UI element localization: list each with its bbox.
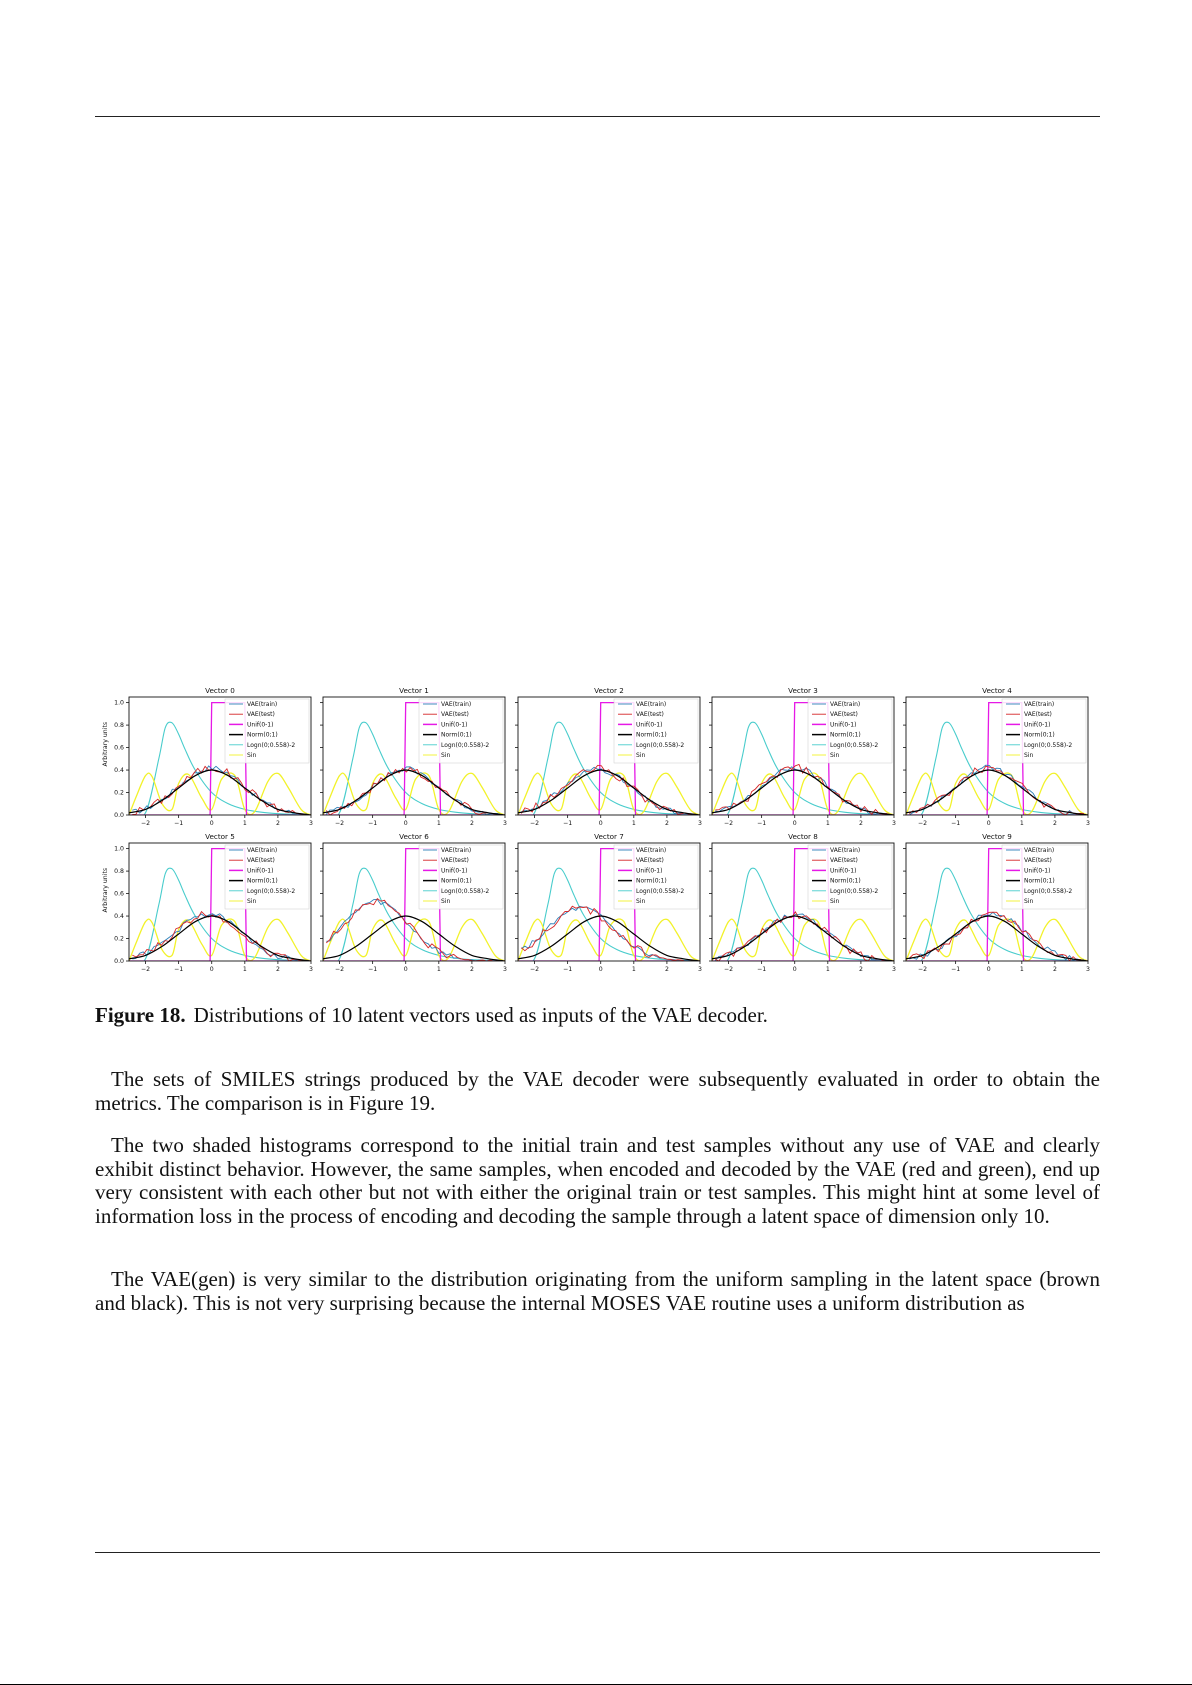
legend-label: Logn(0;0.558)-2 [441,741,490,749]
panel-title: Vector 6 [399,832,429,841]
y-tick-label: 0.4 [114,913,124,921]
x-tick-label: 1 [825,820,830,827]
legend-label: VAE(train) [636,847,667,854]
x-tick-label: 0 [598,820,603,827]
x-tick-label: −2 [140,966,151,973]
series-vae-test-line [715,912,890,961]
panel-title: Vector 1 [399,686,429,695]
x-tick-label: −1 [368,820,378,827]
legend-label: Sin [830,752,840,759]
chart-panel-5 [102,829,317,973]
series-vae-test-line [521,765,696,814]
x-tick-label: 3 [892,820,896,827]
chart-panel-9 [894,829,1094,973]
legend-label: Unif(0-1) [1024,867,1051,875]
y-axis-label: Arbitrary units [102,721,109,767]
legend-label: VAE(test) [247,711,275,719]
series-vae-test-line [132,912,307,961]
x-tick-label: 2 [664,820,669,827]
legend-label: Sin [636,752,646,759]
legend [225,699,309,763]
legend [614,845,698,909]
series-vae-test-line [909,766,1084,815]
legend-label: Logn(0;0.558)-2 [247,741,296,749]
chart-svg-2 [506,683,716,833]
y-tick-label: 1.0 [114,845,124,853]
series-vae-test-line [132,766,307,814]
legend-label: Logn(0;0.558)-2 [830,741,879,749]
panel-title: Vector 2 [594,686,624,695]
legend-label: Sin [441,898,451,905]
y-tick-label: 0.6 [114,744,124,752]
x-tick-label: −2 [334,966,345,973]
x-tick-label: 3 [892,966,896,973]
x-tick-label: 2 [858,820,863,827]
series-norm-line [129,916,311,961]
y-tick-label: 0.0 [114,958,124,965]
legend [419,845,503,909]
x-tick-label: −2 [334,820,345,827]
series-norm-line [906,770,1088,815]
x-tick-label: 3 [1086,966,1090,973]
legend [808,845,892,909]
x-tick-label: 0 [209,966,214,973]
x-tick-label: 2 [664,966,669,973]
legend [419,699,503,763]
x-tick-label: −1 [174,820,184,827]
x-tick-label: −2 [140,820,151,827]
x-tick-label: −1 [951,820,961,827]
legend-label: VAE(train) [441,701,472,708]
series-sin-line [129,773,311,815]
x-tick-label: 1 [825,966,830,973]
y-tick-label: 0.2 [114,789,124,797]
legend-label: Logn(0;0.558)-2 [247,887,296,895]
x-tick-label: −2 [529,820,540,827]
x-tick-label: 2 [858,966,863,973]
legend-label: VAE(train) [1024,701,1055,708]
x-tick-label: 1 [631,820,636,827]
legend-label: Sin [247,898,257,905]
legend-label: Sin [636,898,646,905]
x-tick-label: −1 [563,820,573,827]
x-tick-label: −1 [174,966,184,973]
caption-label: Figure 18. [95,1003,186,1027]
legend-label: Logn(0;0.558)-2 [441,887,490,895]
series-norm-line [323,770,505,815]
x-tick-label: 3 [698,966,702,973]
y-tick-label: 0.8 [114,722,124,730]
series-norm-line [518,770,700,815]
series-norm-line [518,916,700,961]
x-tick-label: 2 [469,820,474,827]
legend-label: Logn(0;0.558)-2 [1024,741,1073,749]
x-tick-label: 1 [436,966,441,973]
legend-label: Unif(0-1) [1024,721,1051,729]
x-tick-label: −1 [368,966,378,973]
legend-label: VAE(test) [441,857,469,865]
x-tick-label: 0 [209,820,214,827]
legend-label: Sin [830,898,840,905]
chart-panel-8 [700,829,900,973]
legend-label: VAE(train) [247,701,278,708]
legend-label: Sin [247,752,257,759]
y-tick-label: 0.0 [114,812,124,819]
x-tick-label: 2 [275,966,280,973]
chart-svg-0 [102,683,327,833]
legend-label: Unif(0-1) [247,867,274,875]
chart-svg-4 [894,683,1104,833]
x-tick-label: 3 [309,820,313,827]
y-axis-label: Arbitrary units [102,867,109,913]
x-tick-label: 0 [792,820,797,827]
series-sin-line [323,919,505,961]
chart-panel-6 [311,829,511,973]
legend-label: Norm(0;1) [636,877,667,885]
chart-panel-0 [102,683,317,827]
x-tick-label: 3 [1086,820,1090,827]
series-sin-line [518,919,700,961]
legend-label: VAE(test) [1024,857,1052,865]
paragraph-3: The VAE(gen) is very similar to the distribution originating from the uniform sampling in the latent space (brown and black). This is not very surprising because the internal MOSES VAE routine uses a uniform distribution as [95,1267,1100,1315]
panel-title: Vector 7 [594,832,624,841]
x-tick-label: −1 [757,820,767,827]
series-sin-line [323,773,505,815]
chart-panel-1 [311,683,511,827]
x-tick-label: 3 [698,820,702,827]
chart-panel-7 [506,829,706,973]
panel-title: Vector 4 [982,686,1012,695]
legend-label: Unif(0-1) [247,721,274,729]
legend [808,699,892,763]
legend-label: VAE(test) [636,711,664,719]
x-tick-label: −2 [723,966,734,973]
chart-svg-7 [506,829,716,979]
legend-label: Logn(0;0.558)-2 [1024,887,1073,895]
header-rule [95,116,1100,117]
series-vae-train-line [909,912,1084,960]
legend [225,845,309,909]
y-tick-label: 0.2 [114,935,124,943]
x-tick-label: 0 [403,820,408,827]
legend-label: VAE(test) [247,857,275,865]
x-tick-label: −2 [917,966,928,973]
chart-svg-3 [700,683,910,833]
panel-title: Vector 0 [205,686,235,695]
x-tick-label: 0 [598,966,603,973]
series-sin-line [906,773,1088,815]
series-sin-line [518,773,700,815]
chart-svg-8 [700,829,910,979]
legend-label: VAE(test) [441,711,469,719]
panel-title: Vector 5 [205,832,235,841]
legend-label: Unif(0-1) [830,721,857,729]
y-tick-label: 0.6 [114,890,124,898]
legend-label: VAE(test) [830,857,858,865]
legend-label: Unif(0-1) [636,721,663,729]
series-vae-train-line [326,767,501,815]
x-tick-label: 3 [503,966,507,973]
series-vae-train-line [909,765,1084,815]
x-tick-label: 0 [403,966,408,973]
x-tick-label: 3 [309,966,313,973]
series-vae-test-line [326,768,501,815]
series-vae-train-line [521,767,696,814]
legend-label: VAE(train) [441,847,472,854]
chart-svg-5 [102,829,327,979]
chart-svg-6 [311,829,521,979]
legend-label: Norm(0;1) [1024,877,1055,885]
legend-label: Norm(0;1) [441,877,472,885]
legend-label: Sin [1024,752,1034,759]
panel-title: Vector 3 [788,686,818,695]
series-vae-train-line [132,914,307,961]
legend-label: VAE(test) [1024,711,1052,719]
chart-panel-2 [506,683,706,827]
legend-label: Logn(0;0.558)-2 [636,887,685,895]
paragraph-1: The sets of SMILES strings produced by the VAE decoder were subsequently evaluated in order to obtain the metrics. The comparison is in Figure 19. [95,1067,1100,1115]
x-tick-label: −1 [951,966,961,973]
series-sin-line [712,919,894,961]
y-tick-label: 0.8 [114,868,124,876]
legend-label: Unif(0-1) [636,867,663,875]
series-vae-test-line [521,906,696,961]
legend-label: VAE(train) [636,701,667,708]
legend-label: VAE(train) [830,701,861,708]
legend-label: Unif(0-1) [441,721,468,729]
x-tick-label: 2 [469,966,474,973]
x-tick-label: 0 [986,820,991,827]
caption-text: Distributions of 10 latent vectors used as inputs of the VAE decoder. [193,1003,768,1027]
x-tick-label: 2 [1052,820,1057,827]
series-norm-line [712,770,894,815]
legend-label: VAE(train) [830,847,861,854]
legend-label: Sin [441,752,451,759]
x-tick-label: −1 [563,966,573,973]
x-tick-label: 1 [242,966,247,973]
legend-label: Norm(0;1) [830,877,861,885]
x-tick-label: 3 [503,820,507,827]
legend-label: VAE(train) [1024,847,1055,854]
legend-label: Sin [1024,898,1034,905]
legend-label: Logn(0;0.558)-2 [636,741,685,749]
x-tick-label: 1 [631,966,636,973]
x-tick-label: 1 [1019,966,1024,973]
series-norm-line [129,770,311,815]
x-tick-label: 2 [1052,966,1057,973]
legend [614,699,698,763]
legend-label: Norm(0;1) [247,877,278,885]
x-tick-label: 0 [792,966,797,973]
x-tick-label: −2 [917,820,928,827]
legend-label: Norm(0;1) [636,731,667,739]
x-tick-label: 1 [1019,820,1024,827]
chart-panel-3 [700,683,900,827]
legend-label: Norm(0;1) [1024,731,1055,739]
series-vae-train-line [521,906,696,960]
x-tick-label: 2 [275,820,280,827]
figure-18 [95,683,1095,983]
x-tick-label: 1 [242,820,247,827]
paragraph-2: The two shaded histograms correspond to the initial train and test samples without any use of VAE and clearly exhibit distinct behavior. However, the same samples, when encoded and decoded by the VAE (red and green), end up very consistent with each other but not with either the original train or test samples. This might hint at some level of information loss in the process of encoding and decoding the sample through a latent space of dimension only 10. [95,1133,1100,1228]
chart-svg-9 [894,829,1104,979]
series-vae-test-line [909,912,1084,961]
footer-rule [95,1552,1100,1553]
y-tick-label: 0.4 [114,767,124,775]
x-tick-label: −1 [757,966,767,973]
x-tick-label: −2 [723,820,734,827]
legend-label: Unif(0-1) [830,867,857,875]
chart-svg-1 [311,683,521,833]
legend-label: Norm(0;1) [247,731,278,739]
series-norm-line [712,916,894,961]
panel-title: Vector 9 [982,832,1012,841]
legend-label: VAE(train) [247,847,278,854]
legend [1002,845,1086,909]
legend-label: Norm(0;1) [830,731,861,739]
figure-caption [95,1002,1100,1028]
y-tick-label: 1.0 [114,699,124,707]
legend-label: VAE(test) [636,857,664,865]
x-tick-label: 1 [436,820,441,827]
legend-label: Logn(0;0.558)-2 [830,887,879,895]
legend-label: Unif(0-1) [441,867,468,875]
panel-title: Vector 8 [788,832,818,841]
legend [1002,699,1086,763]
chart-panel-4 [894,683,1094,827]
x-tick-label: 0 [986,966,991,973]
x-tick-label: −2 [529,966,540,973]
series-norm-line [323,916,505,961]
series-vae-train-line [132,766,307,814]
legend-label: Norm(0;1) [441,731,472,739]
legend-label: VAE(test) [830,711,858,719]
